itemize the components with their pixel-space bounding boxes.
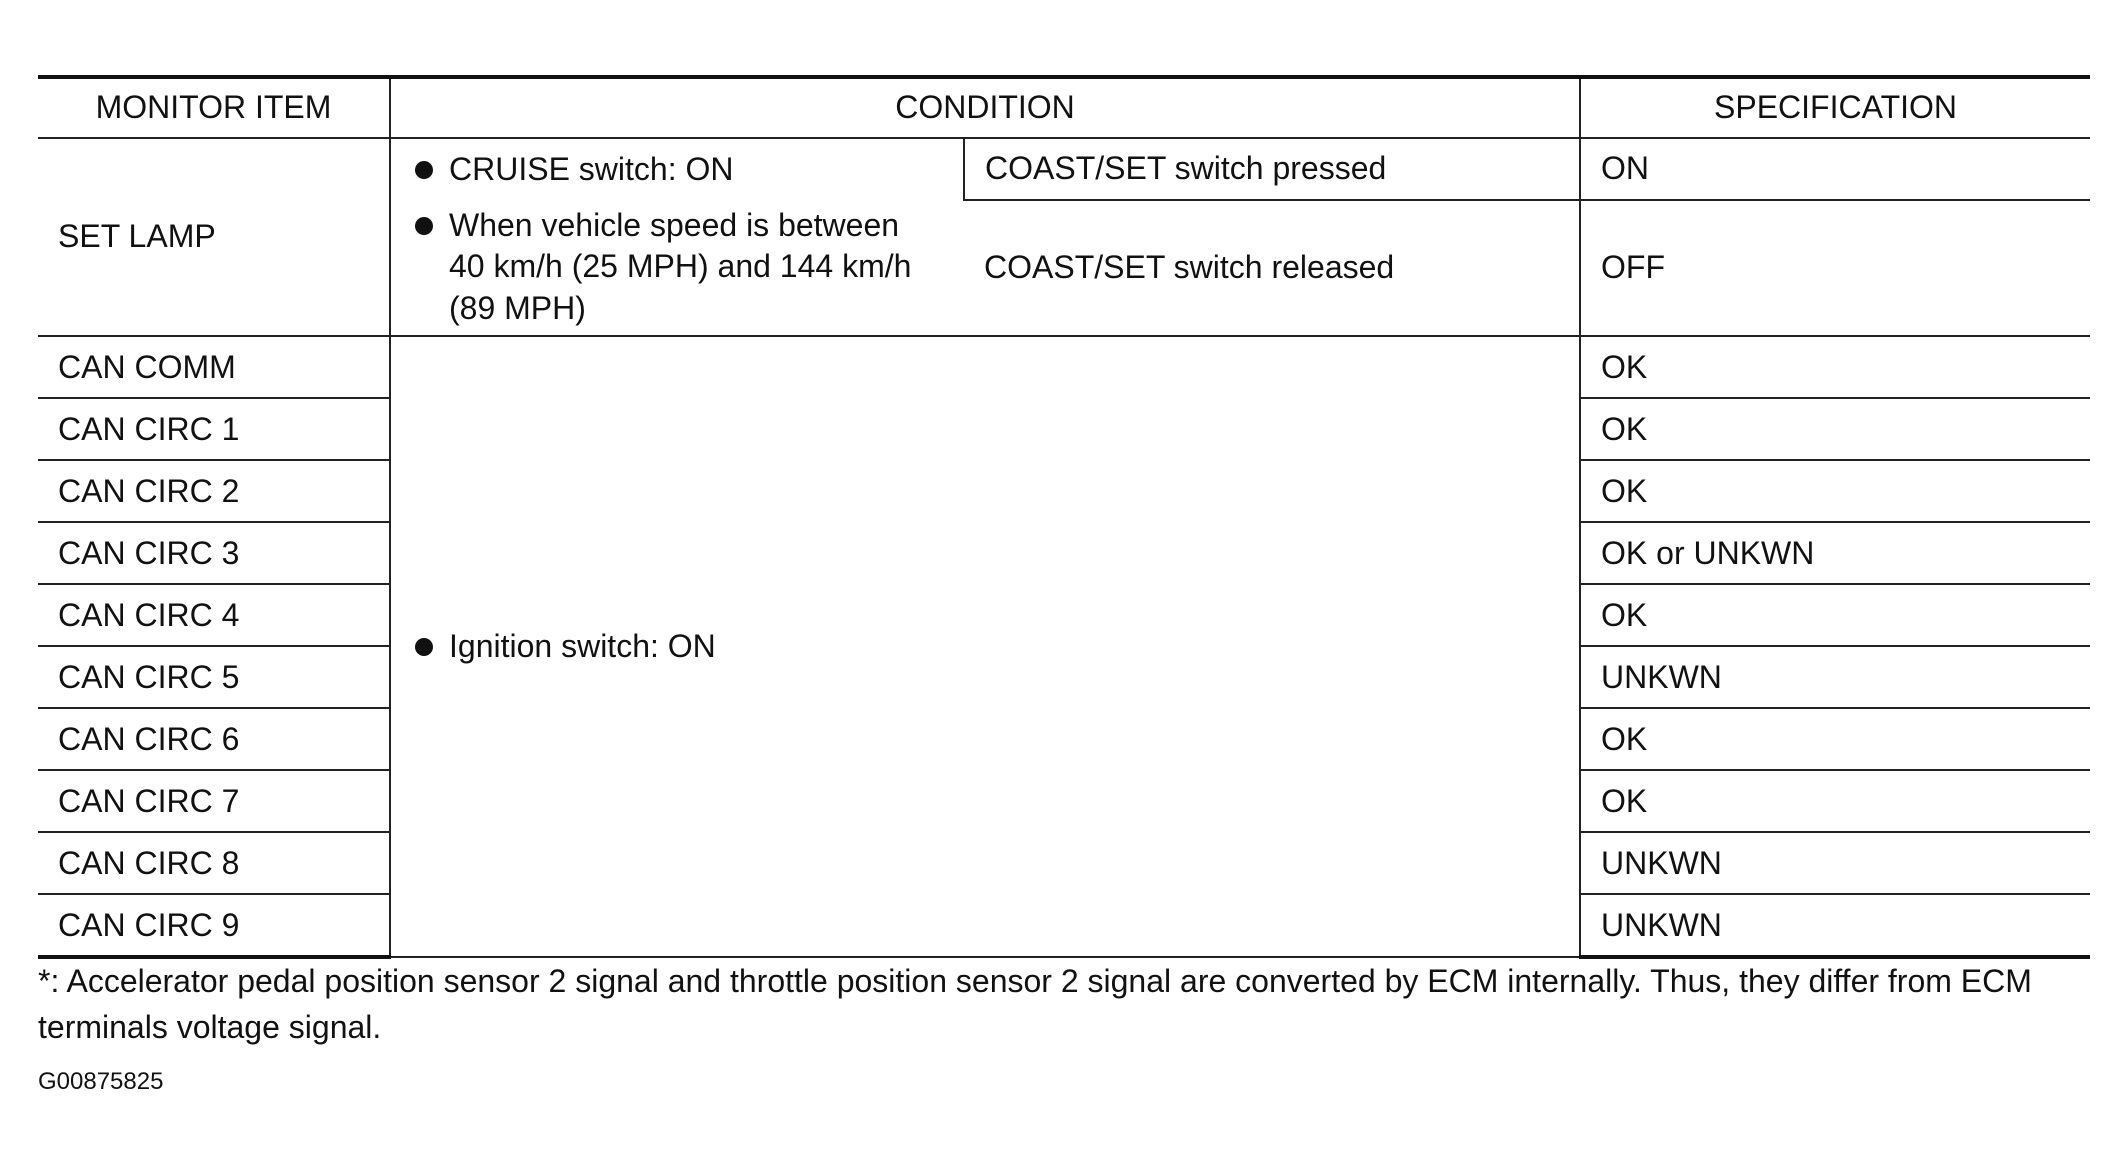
table-row [38,336,2090,398]
specification-cell: ON [1580,138,2090,200]
monitor-item-cell: CAN CIRC 6 [38,708,390,770]
specification-cell: UNKWN [1580,646,2090,708]
set-lamp-conditions-cell [390,138,964,336]
specification-cell: OK or UNKWN [1580,522,2090,584]
monitor-item-cell: CAN CIRC 5 [38,646,390,708]
specification-cell: OFF [1580,200,2090,336]
switch-state-cell: COAST/SET switch released [964,200,1580,336]
condition-text: Ignition switch: ON [449,628,716,665]
header-condition: CONDITION [390,77,1580,138]
monitor-item-cell: CAN CIRC 4 [38,584,390,646]
monitor-item-cell: CAN CIRC 3 [38,522,390,584]
specification-cell: UNKWN [1580,832,2090,894]
specification-cell: OK [1580,770,2090,832]
specification-cell: OK [1580,460,2090,522]
table-row [38,138,2090,200]
bullet-icon [415,217,433,235]
bullet-icon [415,161,433,179]
specification-cell: OK [1580,584,2090,646]
condition-bullet-item [411,205,943,330]
monitor-spec-table [38,75,2090,959]
condition-text: When vehicle speed is between 40 km/h (25 MPH) and 144 km/h (89 MPH) [449,206,912,326]
monitor-item-cell: CAN CIRC 7 [38,770,390,832]
specification-cell: UNKWN [1580,894,2090,957]
monitor-item-cell: CAN CIRC 1 [38,398,390,460]
specification-cell: OK [1580,336,2090,398]
switch-state-cell: COAST/SET switch pressed [964,138,1580,200]
monitor-item-cell: CAN COMM [38,336,390,398]
header-specification: SPECIFICATION [1580,77,2090,138]
monitor-item-cell: CAN CIRC 9 [38,894,390,957]
header-monitor-item: MONITOR ITEM [38,77,390,138]
specification-cell: OK [1580,708,2090,770]
monitor-item-cell: CAN CIRC 8 [38,832,390,894]
monitor-item-cell: SET LAMP [38,138,390,336]
ignition-condition-cell [390,336,1580,957]
condition-bullet-item [411,626,1559,668]
table-header-row [38,77,2090,138]
figure-id: G00875825 [38,1068,164,1095]
condition-text: CRUISE switch: ON [449,151,734,187]
monitor-item-cell: CAN CIRC 2 [38,460,390,522]
condition-bullet-item [411,149,943,191]
footnote: *: Accelerator pedal position sensor 2 signal and throttle position sensor 2 signal are converted by ECM internally. Thus, they differ from ECM terminals voltage signal. [38,963,2032,1045]
specification-cell: OK [1580,398,2090,460]
bullet-icon [415,638,433,656]
